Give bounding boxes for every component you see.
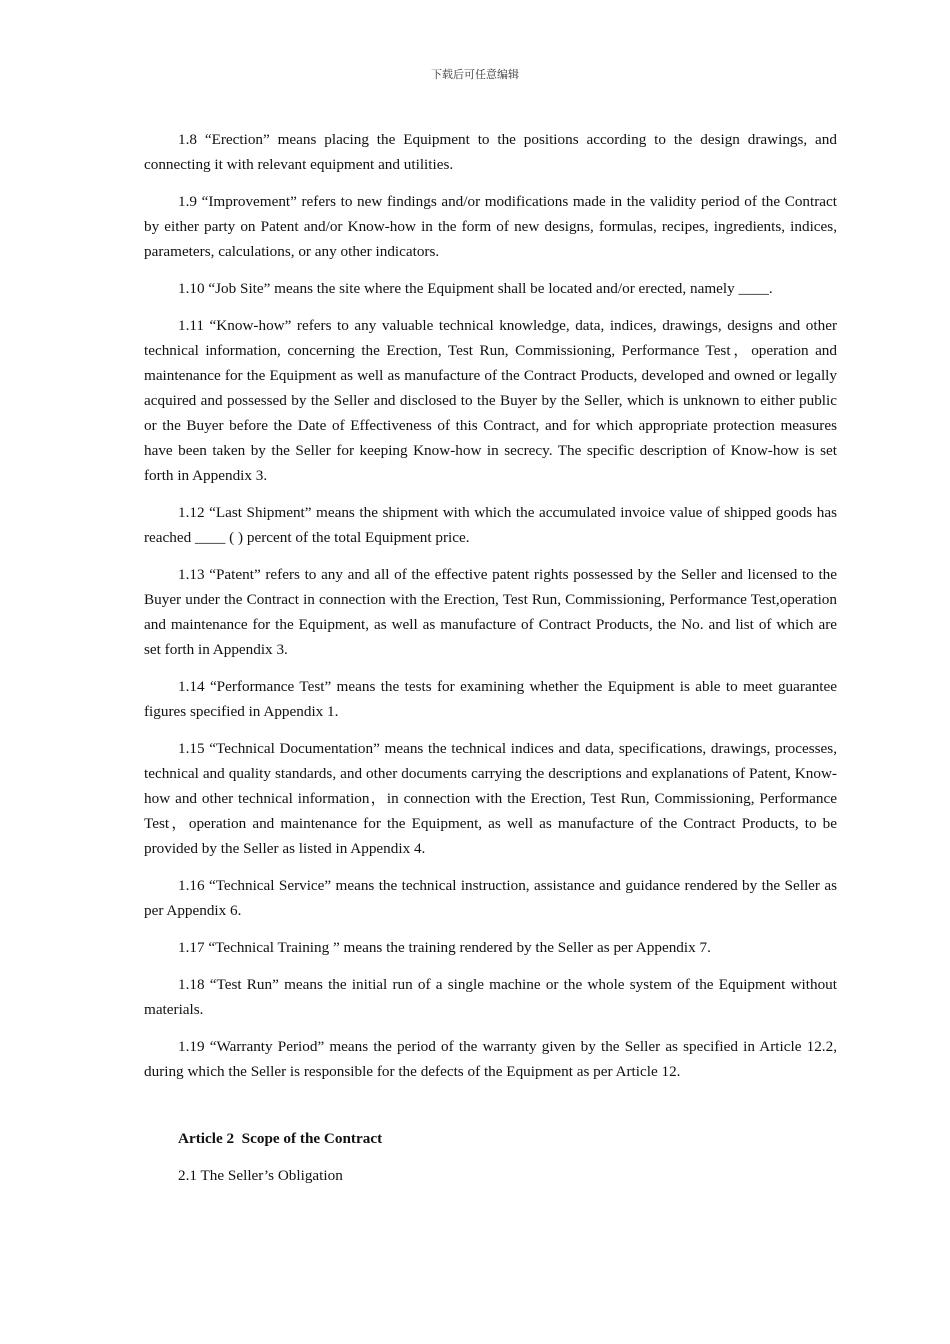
definition-1-12: 1.12 “Last Shipment” means the shipment with which the accumulated invoice value of shipped goods has reached ____ ( ) percent of the total Equipment price. <box>144 504 837 546</box>
definition-1-18: 1.18 “Test Run” means the initial run of a single machine or the whole system of the Equipment without materials. <box>144 976 837 1018</box>
definition-1-19: 1.19 “Warranty Period” means the period of the warranty given by the Seller as specified in Article 12.2, during which the Seller is responsible for the defects of the Equipment as per Article 12. <box>144 1038 837 1080</box>
definition-1-9: 1.9 “Improvement” refers to new findings and/or modifications made in the validity period of the Contract by either party on Patent and/or Know-how in the form of new designs, formulas, recipes, ingredients, indices, parameters, calculations, or any other indicators. <box>144 193 837 260</box>
definition-1-11: 1.11 “Know-how” refers to any valuable technical knowledge, data, indices, drawings, designs and other technical information, concerning the Erection, Test Run, Commissioning, Performance Test，operation and maintenance for the Equipment as well as manufacture of the Contract Products, developed and owned or legally acquired and possessed by the Seller and disclosed to the Buyer by the Seller, which is unknown to either public or the Buyer before the Date of Effectiveness of this Contract, and for which appropriate protection measures have been taken by the Seller for keeping Know-how in secrecy. The specific description of Know-how is set forth in Appendix 3. <box>144 317 837 484</box>
definition-1-16: 1.16 “Technical Service” means the technical instruction, assistance and guidance rendered by the Seller as per Appendix 6. <box>144 877 837 919</box>
definition-1-13: 1.13 “Patent” refers to any and all of the effective patent rights possessed by the Seller and licensed to the Buyer under the Contract in connection with the Erection, Test Run, Commissioning, Performance Test,operation and maintenance for the Equipment, as well as manufacture of Contract Products, the No. and list of which are set forth in Appendix 3. <box>144 566 837 658</box>
definition-1-14: 1.14 “Performance Test” means the tests for examining whether the Equipment is able to meet guarantee figures specified in Appendix 1. <box>144 678 837 720</box>
document-body <box>144 127 837 1200</box>
definition-1-17: 1.17 “Technical Training ” means the training rendered by the Seller as per Appendix 7. <box>178 939 711 956</box>
section-2-1-heading: 2.1 The Seller’s Obligation <box>178 1167 343 1184</box>
article-2-heading: Article 2 Scope of the Contract <box>178 1130 383 1147</box>
definition-1-10: 1.10 “Job Site” means the site where the Equipment shall be located and/or erected, namely ____. <box>178 280 773 297</box>
definition-1-8: 1.8 “Erection” means placing the Equipment to the positions according to the design drawings, and connecting it with relevant equipment and utilities. <box>144 131 837 173</box>
page-header-note: 下载后可任意编辑 <box>431 68 519 81</box>
definition-1-15: 1.15 “Technical Documentation” means the technical indices and data, specifications, drawings, processes, technical and quality standards, and other documents carrying the descriptions and explanations of Patent, Know-how and other technical information，in connection with the Erection, Test Run, Commissioning, Performance Test，operation and maintenance for the Equipment, as well as manufacture of the Contract Products, to be provided by the Seller as listed in Appendix 4. <box>144 740 837 857</box>
